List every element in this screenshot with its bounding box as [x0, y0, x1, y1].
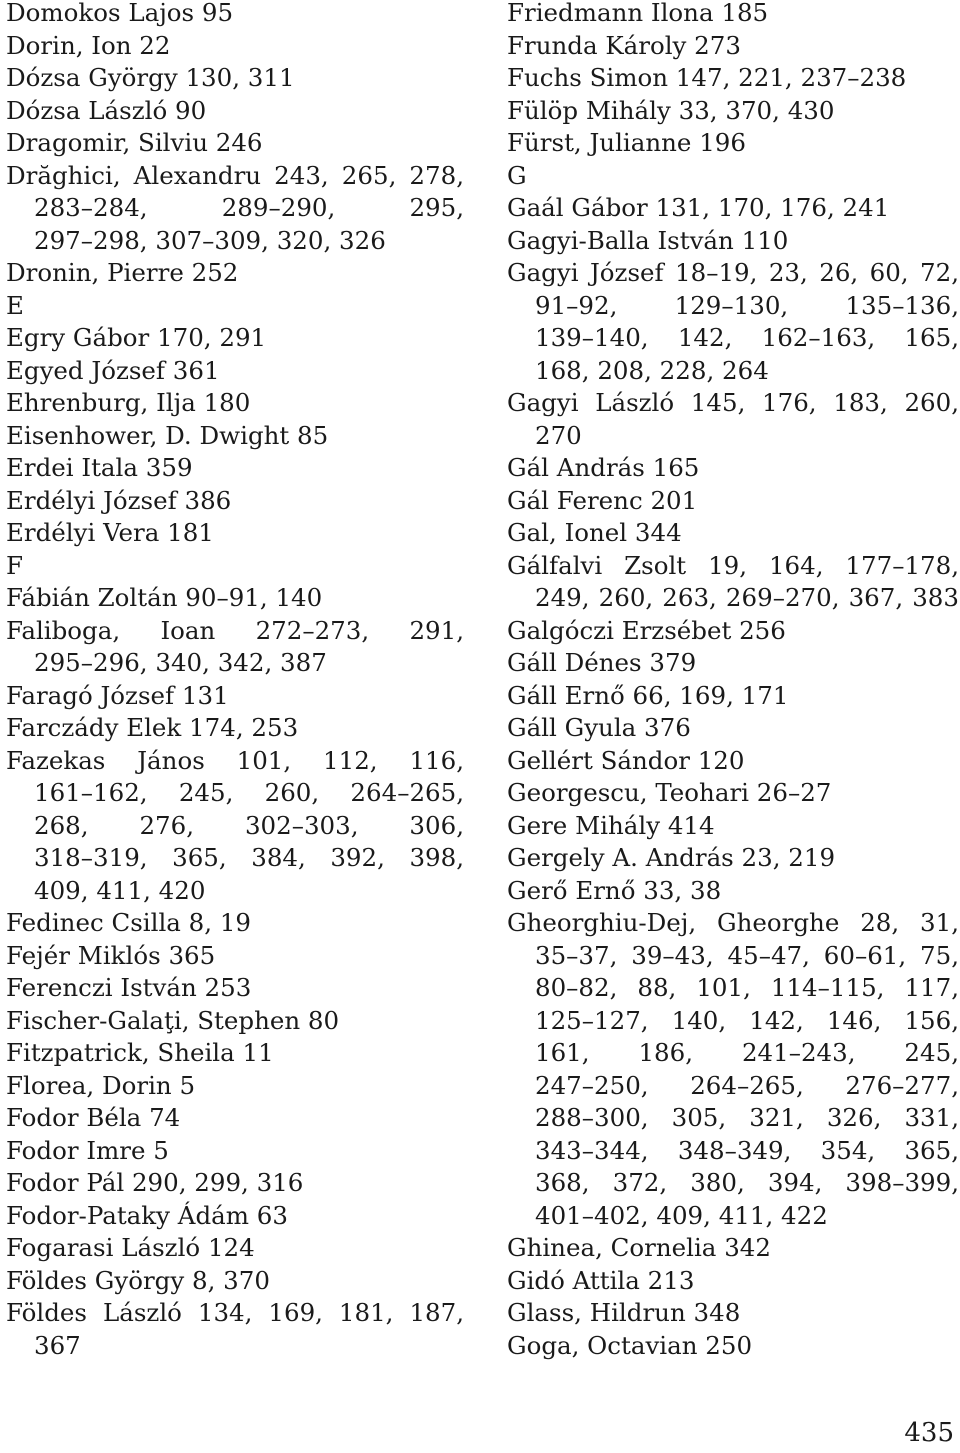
- index-entry: Goga, Octavian 250: [507, 1330, 753, 1360]
- index-entry: Fedinec Csilla 8, 19: [6, 908, 252, 937]
- index-entry-continuation: 161–162, 245, 260, 264–265,: [34, 778, 464, 807]
- index-entry-continuation: 409, 411, 420: [34, 875, 206, 905]
- index-entry: Gergely A. András 23, 219: [507, 843, 836, 872]
- index-entry: Fodor-Pataky Ádám 63: [6, 1200, 288, 1230]
- index-entry-continuation: 168, 208, 228, 264: [535, 355, 769, 385]
- index-entry: Dronin, Pierre 252: [6, 258, 239, 287]
- index-column-right: [507, 0, 959, 1362]
- index-entry: Egry Gábor 170, 291: [6, 323, 267, 352]
- index-entry-continuation: 368, 372, 380, 394, 398–399,: [535, 1168, 959, 1197]
- index-entry: Drăghici, Alexandru 243, 265, 278,: [6, 160, 464, 190]
- index-entry: Gheorghiu-Dej, Gheorghe 28, 31,: [507, 908, 959, 937]
- index-entry: Fodor Béla 74: [6, 1103, 181, 1132]
- index-entry-continuation: 125–127, 140, 142, 146, 156,: [535, 1005, 959, 1035]
- index-entry: Földes György 8, 370: [6, 1265, 270, 1295]
- index-entry: Dragomir, Silviu 246: [6, 128, 263, 157]
- index-entry-continuation: 139–140, 142, 162–163, 165,: [535, 323, 959, 352]
- index-entry: Fülöp Mihály 33, 370, 430: [507, 95, 835, 125]
- index-entry: Fazekas János 101, 112, 116,: [6, 745, 464, 775]
- index-column-left: [6, 0, 464, 1362]
- index-entry: Gagyi-Balla István 110: [507, 225, 789, 255]
- index-entry-continuation: 295–296, 340, 342, 387: [34, 648, 327, 677]
- index-entry: Frunda Károly 273: [507, 30, 741, 60]
- index-entry-continuation: 161, 186, 241–243, 245,: [535, 1038, 959, 1067]
- index-entry: Gal, Ionel 344: [507, 518, 682, 547]
- index-entry: Gáll Dénes 379: [507, 648, 697, 677]
- index-entry: Dorin, Ion 22: [6, 30, 171, 60]
- index-entry: Georgescu, Teohari 26–27: [507, 778, 832, 807]
- index-entry: Gidó Attila 213: [507, 1265, 695, 1295]
- index-entry: Fodor Imre 5: [6, 1135, 169, 1165]
- index-entry-continuation: 343–344, 348–349, 354, 365,: [535, 1135, 959, 1165]
- index-entry: Gál Ferenc 201: [507, 485, 698, 515]
- index-entry: Fitzpatrick, Sheila 11: [6, 1038, 274, 1067]
- index-entry: Erdélyi József 386: [6, 485, 232, 515]
- index-entry: Eisenhower, D. Dwight 85: [6, 420, 329, 450]
- index-entry: Gere Mihály 414: [507, 810, 715, 840]
- index-entry-continuation: 268, 276, 302–303, 306,: [34, 810, 464, 840]
- index-entry: Erdélyi Vera 181: [6, 518, 214, 547]
- index-entry-continuation: 288–300, 305, 321, 326, 331,: [535, 1103, 959, 1132]
- index-entry: Fábián Zoltán 90–91, 140: [6, 583, 323, 612]
- index-entry-continuation: 367: [34, 1330, 81, 1360]
- index-entry: Friedmann Ilona 185: [507, 0, 769, 27]
- index-entry: Florea, Dorin 5: [6, 1070, 196, 1100]
- index-letter-heading: E: [6, 290, 24, 320]
- index-letter-heading: F: [6, 550, 23, 580]
- index-entry: Gaál Gábor 131, 170, 176, 241: [507, 193, 890, 222]
- page-number: 435: [904, 1418, 954, 1448]
- index-entry: Fejér Miklós 365: [6, 940, 216, 970]
- index-entry: Dózsa György 130, 311: [6, 63, 295, 92]
- index-letter-heading: G: [507, 160, 527, 190]
- index-entry-continuation: 401–402, 409, 411, 422: [535, 1200, 828, 1230]
- index-entry: Földes László 134, 169, 181, 187,: [6, 1298, 464, 1327]
- index-entry-continuation: 270: [535, 420, 582, 450]
- index-entry: Fodor Pál 290, 299, 316: [6, 1168, 304, 1197]
- index-entry: Ghinea, Cornelia 342: [507, 1233, 771, 1262]
- index-entry: Gagyi László 145, 176, 183, 260,: [507, 388, 959, 417]
- index-entry: Galgóczi Erzsébet 256: [507, 615, 786, 645]
- index-entry-continuation: 297–298, 307–309, 320, 326: [34, 225, 386, 255]
- index-entry: Fischer-Galaţi, Stephen 80: [6, 1005, 340, 1035]
- index-entry-continuation: 247–250, 264–265, 276–277,: [535, 1070, 959, 1100]
- index-entry: Ferenczi István 253: [6, 973, 252, 1002]
- index-entry: Gellért Sándor 120: [507, 745, 745, 775]
- index-entry: Faragó József 131: [6, 680, 229, 710]
- index-entry: Dózsa László 90: [6, 95, 207, 125]
- index-entry-continuation: 318–319, 365, 384, 392, 398,: [34, 843, 464, 872]
- index-entry: Domokos Lajos 95: [6, 0, 234, 27]
- index-entry: Egyed József 361: [6, 355, 220, 385]
- index-entry: Gáll Gyula 376: [507, 713, 691, 742]
- index-entry: Ehrenburg, Ilja 180: [6, 388, 251, 417]
- index-entry: Gáll Ernő 66, 169, 171: [507, 680, 789, 710]
- index-entry-continuation: 35–37, 39–43, 45–47, 60–61, 75,: [535, 940, 959, 970]
- index-entry-continuation: 283–284, 289–290, 295,: [34, 193, 464, 222]
- index-entry: Faliboga, Ioan 272–273, 291,: [6, 615, 464, 645]
- index-entry: Gerő Ernő 33, 38: [507, 875, 722, 905]
- index-entry: Glass, Hildrun 348: [507, 1298, 741, 1327]
- index-entry: Fogarasi László 124: [6, 1233, 255, 1262]
- index-entry-continuation: 80–82, 88, 101, 114–115, 117,: [535, 973, 959, 1002]
- index-entry: Gál András 165: [507, 453, 700, 482]
- index-entry: Erdei Itala 359: [6, 453, 193, 482]
- index-entry-continuation: 249, 260, 263, 269–270, 367, 383: [535, 583, 959, 612]
- index-entry: Gagyi József 18–19, 23, 26, 60, 72,: [507, 258, 959, 287]
- index-entry-continuation: 91–92, 129–130, 135–136,: [535, 290, 959, 320]
- index-entry: Farczády Elek 174, 253: [6, 713, 299, 742]
- index-entry: Gálfalvi Zsolt 19, 164, 177–178,: [507, 550, 959, 580]
- index-entry: Fuchs Simon 147, 221, 237–238: [507, 63, 907, 92]
- index-entry: Fürst, Julianne 196: [507, 128, 746, 157]
